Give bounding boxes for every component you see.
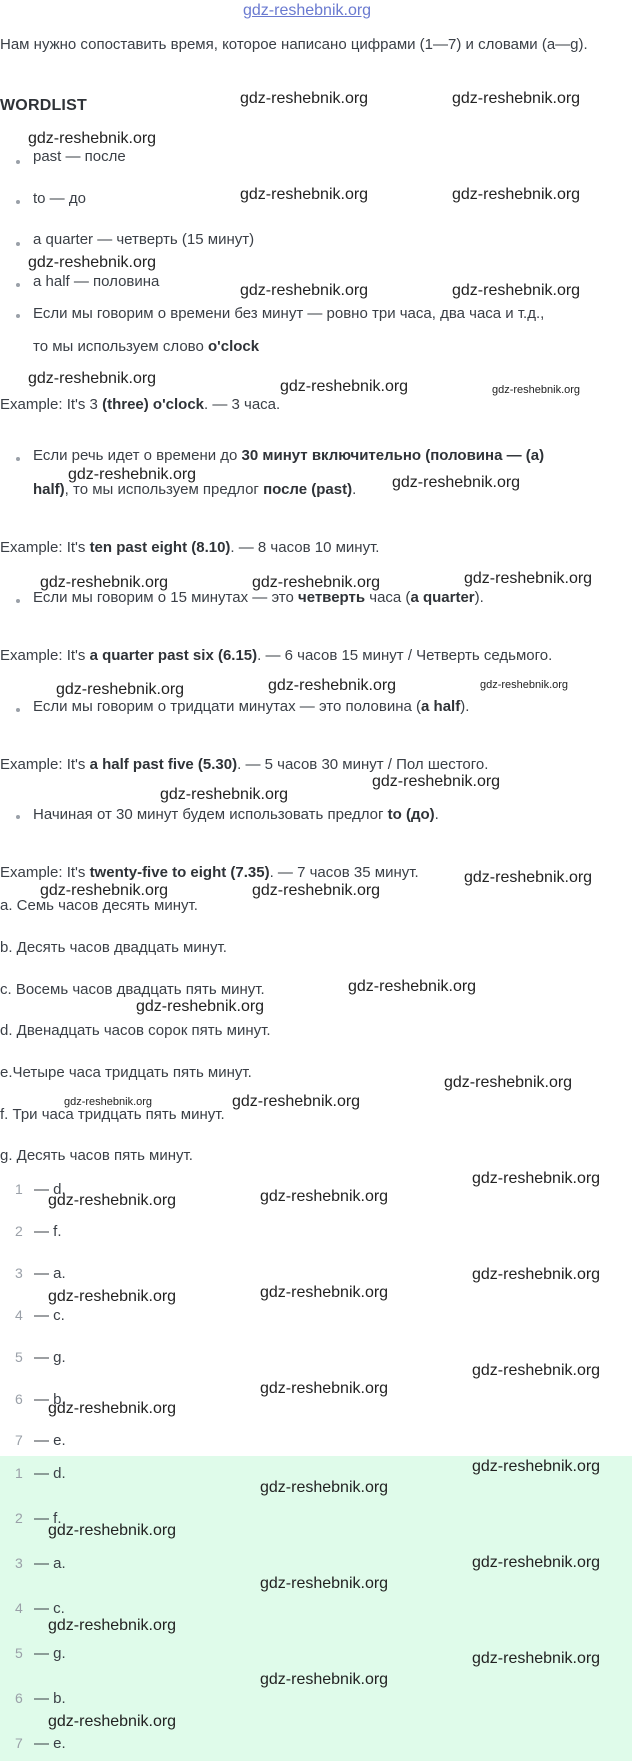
- bullet-half: a half — половина: [33, 273, 160, 290]
- answer-number: 1: [15, 1465, 23, 1481]
- bullet-quarter: a quarter — четверть (15 минут): [33, 231, 255, 248]
- bullet-oclock-line2: то мы используем слово o'clock: [33, 338, 260, 355]
- watermark: gdz-reshebnik.org: [472, 1266, 601, 1283]
- watermark: gdz-reshebnik.org: [260, 1380, 389, 1397]
- option-b: b. Десять часов двадцать минут.: [0, 939, 227, 956]
- example-quarter: Example: It's a quarter past six (6.15). — 6 часов 15 минут / Четверть седьмого.: [0, 647, 553, 664]
- watermark: gdz-reshebnik.org: [48, 1400, 177, 1417]
- watermark: gdz-reshebnik.org: [28, 130, 157, 147]
- watermark: gdz-reshebnik.org: [392, 474, 521, 491]
- answer-number: 6: [15, 1391, 23, 1407]
- answer-value: — b.: [34, 1391, 66, 1408]
- answer-value: — a.: [34, 1555, 66, 1572]
- watermark: gdz-reshebnik.org: [240, 282, 369, 299]
- bullet-dot: [16, 160, 20, 164]
- wordlist-heading: WORDLIST: [0, 97, 87, 114]
- bullet-dot: [16, 457, 20, 461]
- watermark: gdz-reshebnik.org: [40, 882, 169, 899]
- bullet-dot: [16, 314, 20, 318]
- watermark: gdz-reshebnik.org: [472, 1170, 601, 1187]
- option-c: c. Восемь часов двадцать пять минут.: [0, 981, 265, 998]
- watermark: gdz-reshebnik.org: [348, 978, 477, 995]
- watermark: gdz-reshebnik.org: [68, 466, 197, 483]
- watermark: gdz-reshebnik.org: [268, 677, 397, 694]
- answer-value: — d.: [34, 1465, 66, 1482]
- watermark: gdz-reshebnik.org: [48, 1192, 177, 1209]
- bullet-to-rule: Начиная от 30 минут будем использовать предлог to (до).: [33, 806, 439, 823]
- watermark: gdz-reshebnik.org: [452, 186, 581, 203]
- bullet-dot: [16, 815, 20, 819]
- watermark: gdz-reshebnik.org: [48, 1288, 177, 1305]
- watermark: gdz-reshebnik.org: [260, 1671, 389, 1688]
- watermark: gdz-reshebnik.org: [260, 1479, 389, 1496]
- bullet-past: past — после: [33, 148, 126, 165]
- watermark: gdz-reshebnik.org: [252, 882, 381, 899]
- watermark: gdz-reshebnik.org: [240, 90, 369, 107]
- answer-value: — g.: [34, 1645, 66, 1662]
- answer-value: — e.: [34, 1432, 66, 1449]
- watermark: gdz-reshebnik.org: [260, 1284, 389, 1301]
- watermark: gdz-reshebnik.org: [444, 1074, 573, 1091]
- bullet-dot: [16, 599, 20, 603]
- watermark: gdz-reshebnik.org: [464, 570, 593, 587]
- answer-value: — f.: [34, 1223, 62, 1240]
- watermark: gdz-reshebnik.org: [372, 773, 501, 790]
- watermark: gdz-reshebnik.org: [240, 186, 369, 203]
- option-d: d. Двенадцать часов сорок пять минут.: [0, 1022, 271, 1039]
- example-past: Example: It's ten past eight (8.10). — 8 часов 10 минут.: [0, 539, 380, 556]
- answer-number: 7: [15, 1735, 23, 1751]
- answer-value: — e.: [34, 1735, 66, 1752]
- answer-number: 4: [15, 1600, 23, 1616]
- watermark: gdz-reshebnik.org: [472, 1554, 601, 1571]
- bullet-past-line2: half), то мы используем предлог после (past).: [33, 481, 357, 498]
- bullet-dot: [16, 708, 20, 712]
- answer-value: — a.: [34, 1265, 66, 1282]
- answer-value: — f.: [34, 1510, 62, 1527]
- answer-value: — c.: [34, 1600, 65, 1617]
- watermark: gdz-reshebnik.org: [464, 869, 593, 886]
- answer-value: — g.: [34, 1349, 66, 1366]
- watermark: gdz-reshebnik.org: [160, 786, 289, 803]
- top-watermark-link[interactable]: gdz-reshebnik.org: [243, 2, 372, 19]
- option-a: a. Семь часов десять минут.: [0, 897, 198, 914]
- watermark: gdz-reshebnik.org: [48, 1522, 177, 1539]
- answer-number: 5: [15, 1349, 23, 1365]
- bullet-dot: [16, 283, 20, 287]
- watermark: gdz-reshebnik.org: [472, 1362, 601, 1379]
- answer-number: 3: [15, 1555, 23, 1571]
- answer-number: 2: [15, 1223, 23, 1239]
- watermark: gdz-reshebnik.org: [252, 574, 381, 591]
- watermark: gdz-reshebnik.org: [40, 574, 169, 591]
- watermark: gdz-reshebnik.org: [452, 282, 581, 299]
- watermark: gdz-reshebnik.org: [492, 384, 581, 396]
- answer-value: — d.: [34, 1181, 66, 1198]
- bullet-half-rule: Если мы говорим о тридцати минутах — это половина (a half).: [33, 698, 470, 715]
- answer-number: 1: [15, 1181, 23, 1197]
- watermark: gdz-reshebnik.org: [136, 998, 265, 1015]
- example-oclock: Example: It's 3 (three) o'clock. — 3 часа.: [0, 396, 281, 413]
- watermark: gdz-reshebnik.org: [280, 378, 409, 395]
- option-f: f. Три часа тридцать пять минут.: [0, 1106, 225, 1123]
- bullet-to: to — до: [33, 190, 86, 207]
- watermark: gdz-reshebnik.org: [64, 1096, 153, 1108]
- answer-value: — b.: [34, 1690, 66, 1707]
- answer-number: 4: [15, 1307, 23, 1323]
- watermark: gdz-reshebnik.org: [260, 1575, 389, 1592]
- answer-number: 7: [15, 1432, 23, 1448]
- example-to: Example: It's twenty-five to eight (7.35). — 7 часов 35 минут.: [0, 864, 419, 881]
- watermark: gdz-reshebnik.org: [48, 1713, 177, 1730]
- bullet-dot: [16, 242, 20, 246]
- answer-number: 3: [15, 1265, 23, 1281]
- watermark: gdz-reshebnik.org: [56, 681, 185, 698]
- bullet-quarter-rule: Если мы говорим о 15 минутах — это четверть часа (a quarter).: [33, 589, 484, 606]
- watermark: gdz-reshebnik.org: [28, 370, 157, 387]
- example-half: Example: It's a half past five (5.30). — 5 часов 30 минут / Пол шестого.: [0, 756, 489, 773]
- watermark: gdz-reshebnik.org: [472, 1458, 601, 1475]
- answer-value: — c.: [34, 1307, 65, 1324]
- watermark: gdz-reshebnik.org: [28, 254, 157, 271]
- watermark: gdz-reshebnik.org: [452, 90, 581, 107]
- watermark: gdz-reshebnik.org: [232, 1093, 361, 1110]
- bullet-dot: [16, 200, 20, 204]
- option-g: g. Десять часов пять минут.: [0, 1147, 193, 1164]
- option-e: e.Четыре часа тридцать пять минут.: [0, 1064, 252, 1081]
- bullet-past-line1: Если речь идет о времени до 30 минут включительно (половина — (a): [33, 447, 545, 464]
- answer-number: 6: [15, 1690, 23, 1706]
- answer-number: 5: [15, 1645, 23, 1661]
- watermark: gdz-reshebnik.org: [480, 679, 569, 691]
- watermark: gdz-reshebnik.org: [260, 1188, 389, 1205]
- bullet-oclock-line1: Если мы говорим о времени без минут — ровно три часа, два часа и т.д.,: [33, 305, 545, 322]
- watermark: gdz-reshebnik.org: [472, 1650, 601, 1667]
- watermark: gdz-reshebnik.org: [48, 1617, 177, 1634]
- answer-number: 2: [15, 1510, 23, 1526]
- intro-text: Нам нужно сопоставить время, которое написано цифрами (1—7) и словами (a—g).: [0, 36, 588, 53]
